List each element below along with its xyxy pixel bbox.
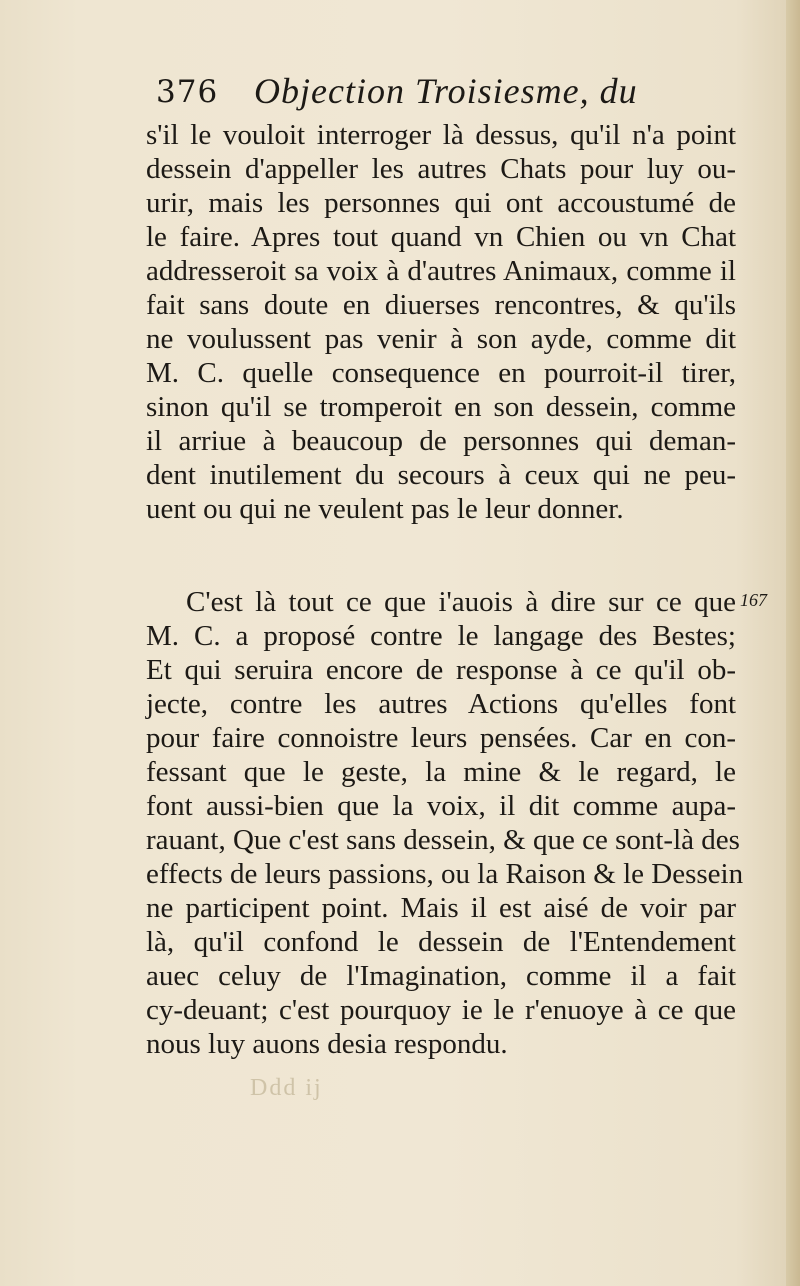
text-line: le faire. Apres tout quand vn Chien ou vn Chat <box>146 221 736 253</box>
text-line: rauant, Que c'est sans dessein, & que ce sont-là des <box>146 824 740 856</box>
text-line: font aussi-bien que la voix, il dit comme aupa- <box>146 790 736 822</box>
text-line: fait sans doute en diuerses rencontres, & qu'ils <box>146 289 736 321</box>
text-line: ne voulussent pas venir à son ayde, comme dit <box>146 323 736 355</box>
text-line: il arriue à beaucoup de personnes qui deman- <box>146 425 736 457</box>
page-header <box>152 68 712 120</box>
text-line: pour faire connoistre leurs pensées. Car en con- <box>146 722 736 754</box>
text-line: uent ou qui ne veulent pas le leur donner. <box>146 493 624 525</box>
text-line: dessein d'appeller les autres Chats pour luy ou- <box>146 153 736 185</box>
page-gutter <box>786 0 800 1286</box>
text-line: urir, mais les personnes qui ont accoustumé de <box>146 187 736 219</box>
text-line: jecte, contre les autres Actions qu'elles font <box>146 688 736 720</box>
text-line: nous luy auons desia respondu. <box>146 1028 508 1060</box>
text-line: effects de leurs passions, ou la Raison & le Dessein <box>146 858 744 890</box>
text-line: là, qu'il confond le dessein de l'Entendement <box>146 926 736 958</box>
text-line: Et qui seruira encore de response à ce qu'il ob- <box>146 654 736 686</box>
text-line: fessant que le geste, la mine & le regard, le <box>146 756 736 788</box>
text-line: cy-deuant; c'est pourquoy ie le r'enuoye à ce que <box>146 994 736 1026</box>
text-line: M. C. quelle consequence en pourroit-il tirer, <box>146 357 736 389</box>
text-line: M. C. a proposé contre le langage des Bestes; <box>146 620 736 652</box>
text-line: dent inutilement du secours à ceux qui ne peu- <box>146 459 736 491</box>
text-line: auec celuy de l'Imagination, comme il a fait <box>146 960 736 992</box>
running-title: Objection Troisiesme, du <box>254 71 638 111</box>
text-line: ne participent point. Mais il est aisé de voir par <box>146 892 736 924</box>
page-number: 376 <box>156 74 219 110</box>
text-line: C'est là tout ce que i'auois à dire sur ce que <box>186 586 736 618</box>
text-line: addresseroit sa voix à d'autres Animaux, comme il <box>146 255 736 287</box>
margin-note: 167 <box>740 590 767 610</box>
paragraph-2 <box>146 585 744 1061</box>
signature-mark: Ddd ij <box>250 1075 323 1101</box>
text-line: sinon qu'il se tromperoit en son dessein, comme <box>146 391 736 423</box>
paragraph-1 <box>146 118 736 526</box>
text-line: s'il le vouloit interroger là dessus, qu'il n'a point <box>146 119 736 151</box>
